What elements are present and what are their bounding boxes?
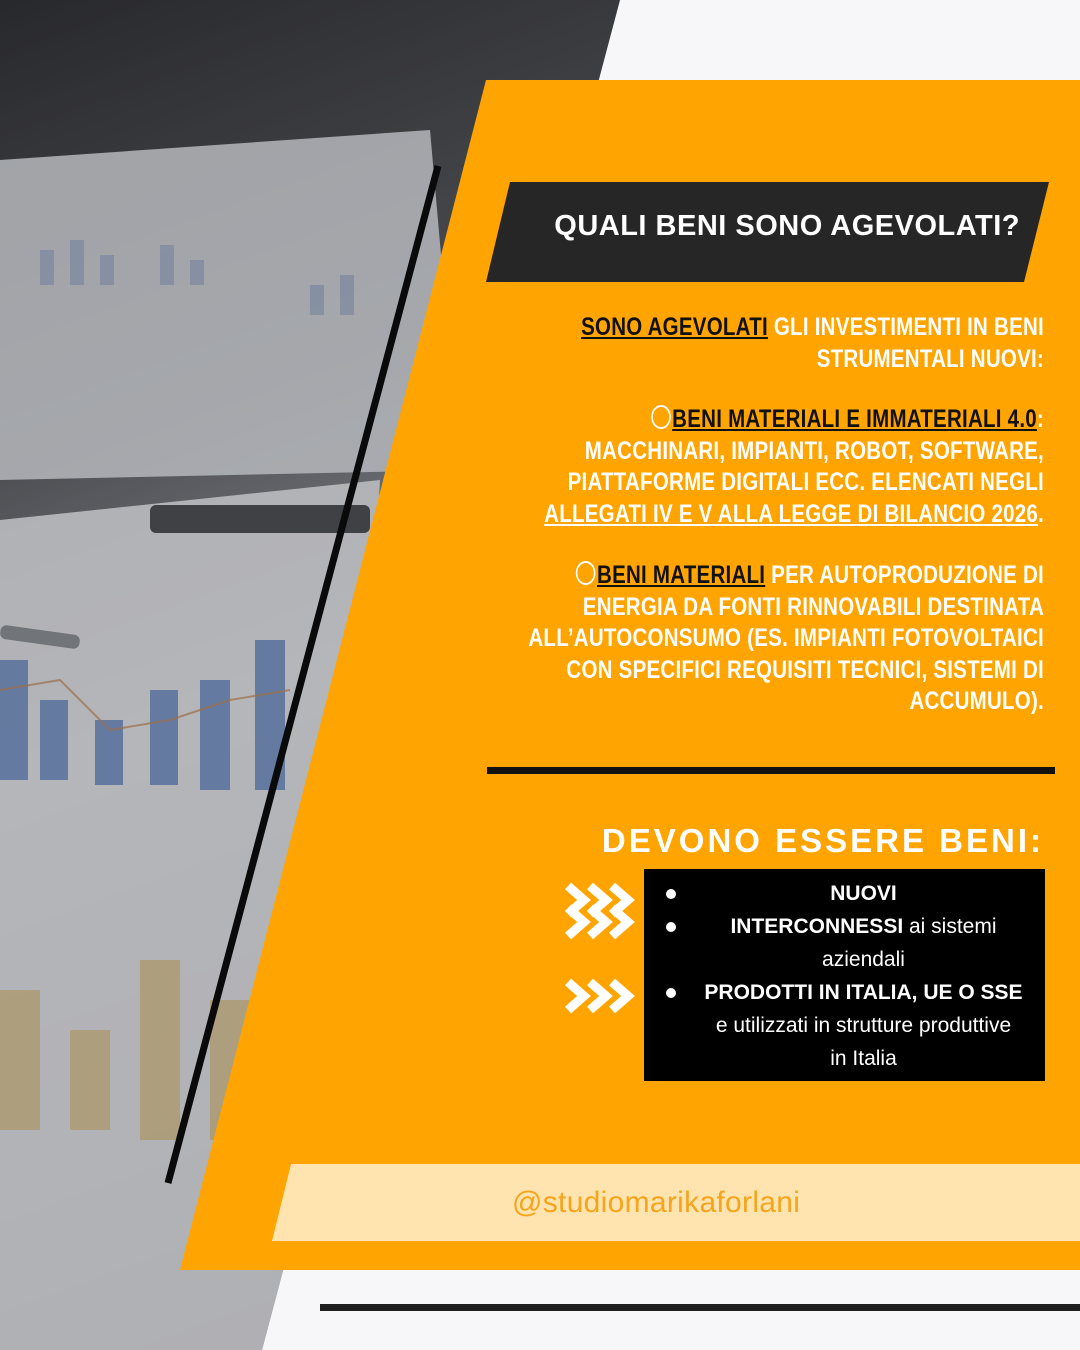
circle-bullet-icon	[576, 561, 596, 585]
chevrons-right-icon	[562, 878, 644, 944]
page-title: QUALI BENI SONO AGEVOLATI?	[554, 210, 1020, 242]
requirement-new: NUOVI	[830, 882, 897, 905]
requirements-box	[644, 869, 1045, 1081]
chevrons-right-icon	[562, 976, 644, 1020]
intro-rest-2: STRUMENTALI NUOVI:	[816, 344, 1044, 373]
requirement-interconnected-rest: ai sistemi	[903, 915, 997, 938]
bullet-dot-icon	[666, 988, 676, 998]
requirement-origin-line3: in Italia	[830, 1047, 897, 1070]
bullet-dot-icon	[666, 922, 676, 932]
item-one-line3: PIATTAFORME DIGITALI ECC. ELENCATI NEGLI	[567, 468, 1044, 496]
item-two-highlight: BENI MATERIALI	[597, 561, 766, 589]
item-one-link[interactable]: ALLEGATI IV E V ALLA LEGGE DI BILANCIO 2026	[544, 499, 1039, 528]
item-two-line2: ENERGIA DA FONTI RINNOVABILI DESTINATA	[582, 592, 1044, 621]
section-divider	[487, 767, 1055, 774]
item-two-line3: ALL’AUTOCONSUMO (ES. IMPIANTI FOTOVOLTAICI	[528, 624, 1044, 652]
item-one-highlight: BENI MATERIALI E IMMATERIALI 4.0	[672, 405, 1037, 433]
item-one-colon: :	[1036, 405, 1044, 433]
item-two-line4: CON SPECIFICI REQUISITI TECNICI, SISTEMI DI	[566, 655, 1044, 684]
intro-rest-1: GLI INVESTIMENTI IN BENI	[767, 313, 1044, 341]
bullet-dot-icon	[666, 889, 676, 899]
requirements-heading: DEVONO ESSERE BENI:	[601, 822, 1044, 859]
circle-bullet-icon	[651, 405, 671, 429]
requirement-origin: PRODOTTI IN ITALIA, UE O SSE	[704, 981, 1023, 1004]
item-two-rest-1: PER AUTOPRODUZIONE DI	[765, 561, 1044, 589]
intro-highlight: SONO AGEVOLATI	[581, 313, 768, 341]
intro-text	[560, 312, 1044, 375]
item-one-link-end: .	[1038, 499, 1044, 528]
item-two	[503, 560, 1044, 718]
social-handle[interactable]: @studiomarikaforlani	[512, 1186, 801, 1219]
requirement-origin-line2: e utilizzati in strutture produttive	[715, 1014, 1012, 1037]
bottom-divider	[320, 1304, 1080, 1311]
item-one-line2: MACCHINARI, IMPIANTI, ROBOT, SOFTWARE,	[584, 436, 1044, 465]
requirement-interconnected: INTERCONNESSI	[730, 915, 904, 938]
requirement-interconnected-line2: aziendali	[822, 948, 905, 971]
item-one	[519, 404, 1044, 530]
item-two-line5: ACCUMULO).	[909, 687, 1044, 715]
